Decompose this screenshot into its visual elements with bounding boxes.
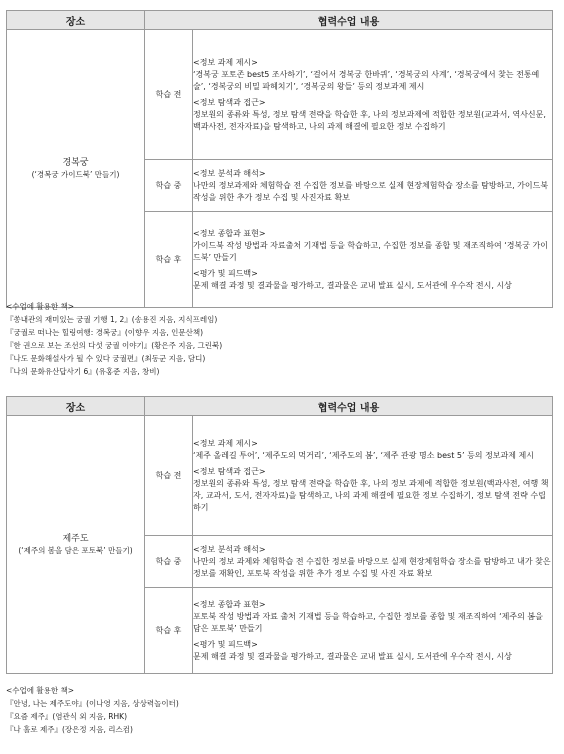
section-body: 문제 해결 과정 및 결과물을 평가하고, 결과물은 교내 발표 실시, 도서관에 우수작 전시, 시상 (193, 651, 512, 661)
content-during (193, 536, 553, 588)
book-item: 『요즘 제주』(염관식 외 지음, RHK) (6, 712, 127, 721)
header-place: 장소 (7, 397, 145, 416)
section-body: ‘경복궁 포토존 best5 조사하기’, ‘걸어서 경복궁 한바퀴’, ‘경복궁의 사계’, ‘경복궁에서 찾는 전통예술’, ‘경복궁의 비밀 파헤치기’, ‘경복궁의 왕들’ 등의 정보과제 제시 (193, 69, 540, 91)
content-before (193, 30, 553, 160)
section-heading: <정보 과제 제시> (193, 438, 258, 448)
book-item: 『나도 문화해설사가 될 수 있다 궁궐편』(최동군 지음, 담디) (6, 354, 206, 363)
content-before (193, 416, 553, 536)
phase-during: 학습 중 (145, 160, 193, 212)
section-heading: <정보 탐색과 접근> (193, 97, 266, 107)
section-heading: <정보 과제 제시> (193, 57, 258, 67)
books-list-1 (6, 300, 222, 378)
section-heading: <정보 분석과 해석> (193, 168, 266, 178)
books-title: <수업에 활용한 책> (6, 302, 75, 311)
phase-before: 학습 전 (145, 416, 193, 536)
content-after (193, 588, 553, 674)
section-heading: <평가 및 피드백> (193, 268, 258, 278)
place-subtitle: (‘경복궁 가이드북’ 만들기) (31, 169, 120, 179)
book-item: 『안녕, 나는 제주도야』(이나영 지음, 상상력놀이터) (6, 699, 179, 708)
book-item: 『한 권으로 보는 조선의 다섯 궁궐 이야기』(황은주 지음, 그린북) (6, 341, 223, 350)
phase-after: 학습 후 (145, 212, 193, 308)
place-cell (7, 416, 145, 674)
section-body: 나만의 정보과제와 체험학습 전 수집한 정보를 바탕으로 실제 현장체험학습 장소를 탐방하고, 가이드북 작성을 위한 추가 정보 수집 및 사진자료 확보 (193, 180, 549, 202)
section-body: 문제 해결 과정 및 결과물을 평가하고, 결과물은 교내 발표 실시, 도서관에 우수작 전시, 시상 (193, 280, 512, 290)
plan-table-gyeongbokgung (6, 10, 552, 308)
section-heading: <정보 탐색과 접근> (193, 466, 266, 476)
header-place: 장소 (7, 11, 145, 30)
section (193, 57, 552, 93)
place-name: 제주도 (62, 533, 89, 544)
place-subtitle: (‘제주의 봄을 담은 포토북’ 만들기) (18, 545, 133, 555)
section (193, 168, 552, 204)
section-body: 가이드북 작성 방법과 자료출처 기재법 등을 학습하고, 수집한 정보를 종합 및 재조직하여 ‘경복궁 가이드북’ 만들기 (193, 240, 548, 262)
header-content: 협력수업 내용 (145, 11, 553, 30)
section-heading: <정보 종합과 표현> (193, 228, 266, 238)
book-item: 『궁궐로 떠나는 힐링여행: 경복궁』(이향우 지음, 인문산책) (6, 328, 204, 337)
books-list-2 (6, 684, 179, 736)
place-name: 경복궁 (62, 157, 89, 168)
book-item: 『쏭내관의 재미있는 궁궐 기행 1, 2』(송용진 지음, 지식프레임) (6, 315, 218, 324)
section (193, 268, 552, 292)
section (193, 97, 552, 133)
section (193, 466, 552, 514)
plan-table-jeju (6, 396, 552, 674)
section-body: 나만의 정보 과제와 체험학습 전 수집한 정보를 바탕으로 실제 현장체험학습 장소를 탐방하고 내가 찾은 정보를 재확인, 포토북 작성을 위한 추가 정보 수집 및 사진 자료 확보 (193, 556, 551, 578)
section-heading: <평가 및 피드백> (193, 639, 258, 649)
content-after (193, 212, 553, 308)
books-title: <수업에 활용한 책> (6, 686, 75, 695)
header-content: 협력수업 내용 (145, 397, 553, 416)
section-body: 포토북 작성 방법과 자료 출처 기재법 등을 학습하고, 수집한 정보를 종합 및 재조직하여 ‘제주의 봄을 담은 포토북’ 만들기 (193, 611, 543, 633)
phase-during: 학습 중 (145, 536, 193, 588)
book-item: 『나의 문화유산답사기 6』(유홍준 지음, 창비) (6, 367, 160, 376)
phase-after: 학습 후 (145, 588, 193, 674)
section (193, 438, 552, 462)
content-during (193, 160, 553, 212)
place-cell (7, 30, 145, 308)
section (193, 599, 552, 635)
section-body: ‘제주 올레길 투어’, ‘제주도의 먹거리’, ‘제주도의 봄’, ‘제주 관광 명소 best 5’ 등의 정보과제 제시 (193, 450, 534, 460)
section (193, 228, 552, 264)
section-body: 정보원의 종류와 특성, 정보 탐색 전략을 학습한 후, 나의 정보과제에 적합한 정보원(교과서, 역사신문, 백과사전, 전자자료)을 탐색하고, 나의 과제 해결에 필요한 정보 수집하기 (193, 109, 546, 131)
section-body: 정보원의 종류와 특성, 정보 탐색 전략을 학습한 후, 나의 정보 과제에 적합한 정보원(백과사전, 여행 책자, 교과서, 도서, 전자자료)을 탐색하고, 나의 과제 해결에 필요한 정보 수집하기, 정보 탐색 전략 수립하기 (193, 478, 549, 512)
section (193, 544, 552, 580)
phase-before: 학습 전 (145, 30, 193, 160)
section-heading: <정보 분석과 해석> (193, 544, 266, 554)
section-heading: <정보 종합과 표현> (193, 599, 266, 609)
book-item: 『나 홀로 제주』(장은정 지음, 리스컴) (6, 725, 133, 734)
section (193, 639, 552, 663)
